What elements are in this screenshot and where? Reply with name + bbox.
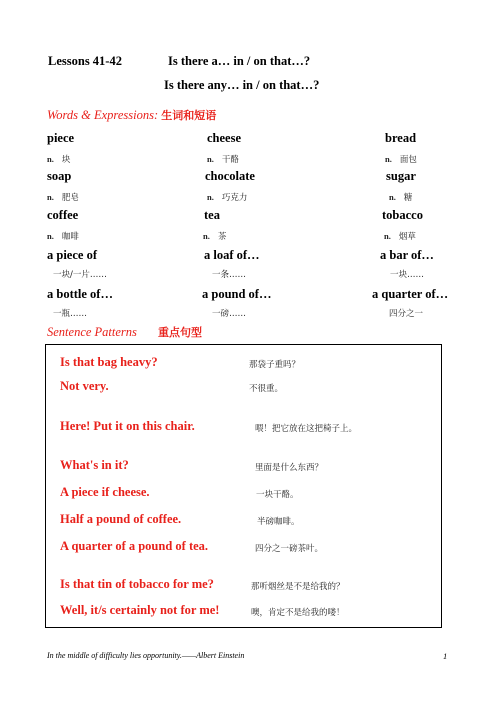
expression-a-bottle-of: a bottle of… xyxy=(47,287,113,301)
word-coffee: coffee xyxy=(47,208,79,222)
page-number: 1 xyxy=(443,651,448,661)
sentence-zh: 一块干酪。 xyxy=(256,490,299,500)
word-cheese: cheese xyxy=(207,131,242,145)
word-cheese-def: n. 干酪 xyxy=(207,154,239,165)
expression-a-pound-of-zh: 一磅…… xyxy=(212,309,247,319)
expression-a-bottle-of-zh: 一瓶…… xyxy=(53,309,88,319)
word-coffee-def: n. 咖啡 xyxy=(47,231,79,242)
sentence-en: Half a pound of coffee. xyxy=(60,512,182,526)
word-piece-def: n. 块 xyxy=(47,154,71,165)
word-bread-def: n. 面包 xyxy=(385,154,417,165)
expression-a-loaf-of: a loaf of… xyxy=(204,248,260,262)
word-bread: bread xyxy=(385,131,417,145)
words-section-heading xyxy=(47,107,216,123)
expression-a-quarter-of: a quarter of… xyxy=(372,287,449,301)
sentence-en: Is that bag heavy? xyxy=(60,355,158,369)
sentence-en: What's in it? xyxy=(60,458,129,472)
sentence-zh: 那袋子重吗？ xyxy=(249,360,301,370)
word-sugar-def: n. 糖 xyxy=(389,192,413,203)
expression-a-bar-of-zh: 一块…… xyxy=(390,270,425,280)
sentence-en: A piece if cheese. xyxy=(60,485,150,499)
word-soap-def: n. 肥皂 xyxy=(47,192,79,203)
sentence-zh: 不很重。 xyxy=(249,384,284,394)
sentence-en: Well, it/s certainly not for me! xyxy=(60,603,220,617)
sentence-zh: 半磅咖啡。 xyxy=(257,517,300,527)
word-tea: tea xyxy=(204,208,220,222)
words-section-label: Words & Expressions: xyxy=(47,108,159,122)
word-piece: piece xyxy=(47,131,75,145)
patterns-section-label-zh: 重点句型 xyxy=(158,326,203,339)
expression-a-loaf-of-zh: 一条…… xyxy=(212,270,247,280)
lesson-number: Lessons 41-42 xyxy=(48,54,122,68)
expression-a-pound-of: a pound of… xyxy=(202,287,272,301)
word-tobacco-def: n. 烟草 xyxy=(384,231,416,242)
expression-a-bar-of: a bar of… xyxy=(380,248,434,262)
lesson-title-line-2: Is there any… in / on that…? xyxy=(164,78,320,92)
words-section-label-zh: 生词和短语 xyxy=(161,109,217,122)
footer-quote: In the middle of difficulty lies opportunity.——Albert Einstein xyxy=(47,651,245,660)
sentence-zh: 喂！把它放在这把椅子上。 xyxy=(255,424,358,434)
expression-a-piece-of-zh: 一块/一片…… xyxy=(53,270,107,280)
sentence-zh: 四分之一磅茶叶。 xyxy=(255,544,324,554)
word-soap: soap xyxy=(47,169,72,183)
patterns-section-label: Sentence Patterns xyxy=(47,325,137,339)
word-tea-def: n. 茶 xyxy=(203,231,227,242)
word-sugar: sugar xyxy=(386,169,416,183)
word-tobacco: tobacco xyxy=(382,208,423,222)
sentence-zh: 那听烟丝是不是给我的？ xyxy=(251,582,345,592)
word-chocolate: chocolate xyxy=(205,169,255,183)
sentence-en: A quarter of a pound of tea. xyxy=(60,539,209,553)
word-chocolate-def: n. 巧克力 xyxy=(207,192,248,203)
sentence-zh: 噢，肯定不是给我的喽！ xyxy=(251,608,345,618)
patterns-section-heading xyxy=(47,324,202,340)
expression-a-piece-of: a piece of xyxy=(47,248,97,262)
sentence-zh: 里面是什么东西？ xyxy=(255,463,324,473)
sentence-en: Not very. xyxy=(60,379,109,393)
lesson-title-line-1: Is there a… in / on that…? xyxy=(168,54,311,68)
sentence-en: Is that tin of tobacco for me? xyxy=(60,577,214,591)
sentence-en: Here! Put it on this chair. xyxy=(60,419,195,433)
expression-a-quarter-of-zh: 四分之一 xyxy=(389,309,424,319)
